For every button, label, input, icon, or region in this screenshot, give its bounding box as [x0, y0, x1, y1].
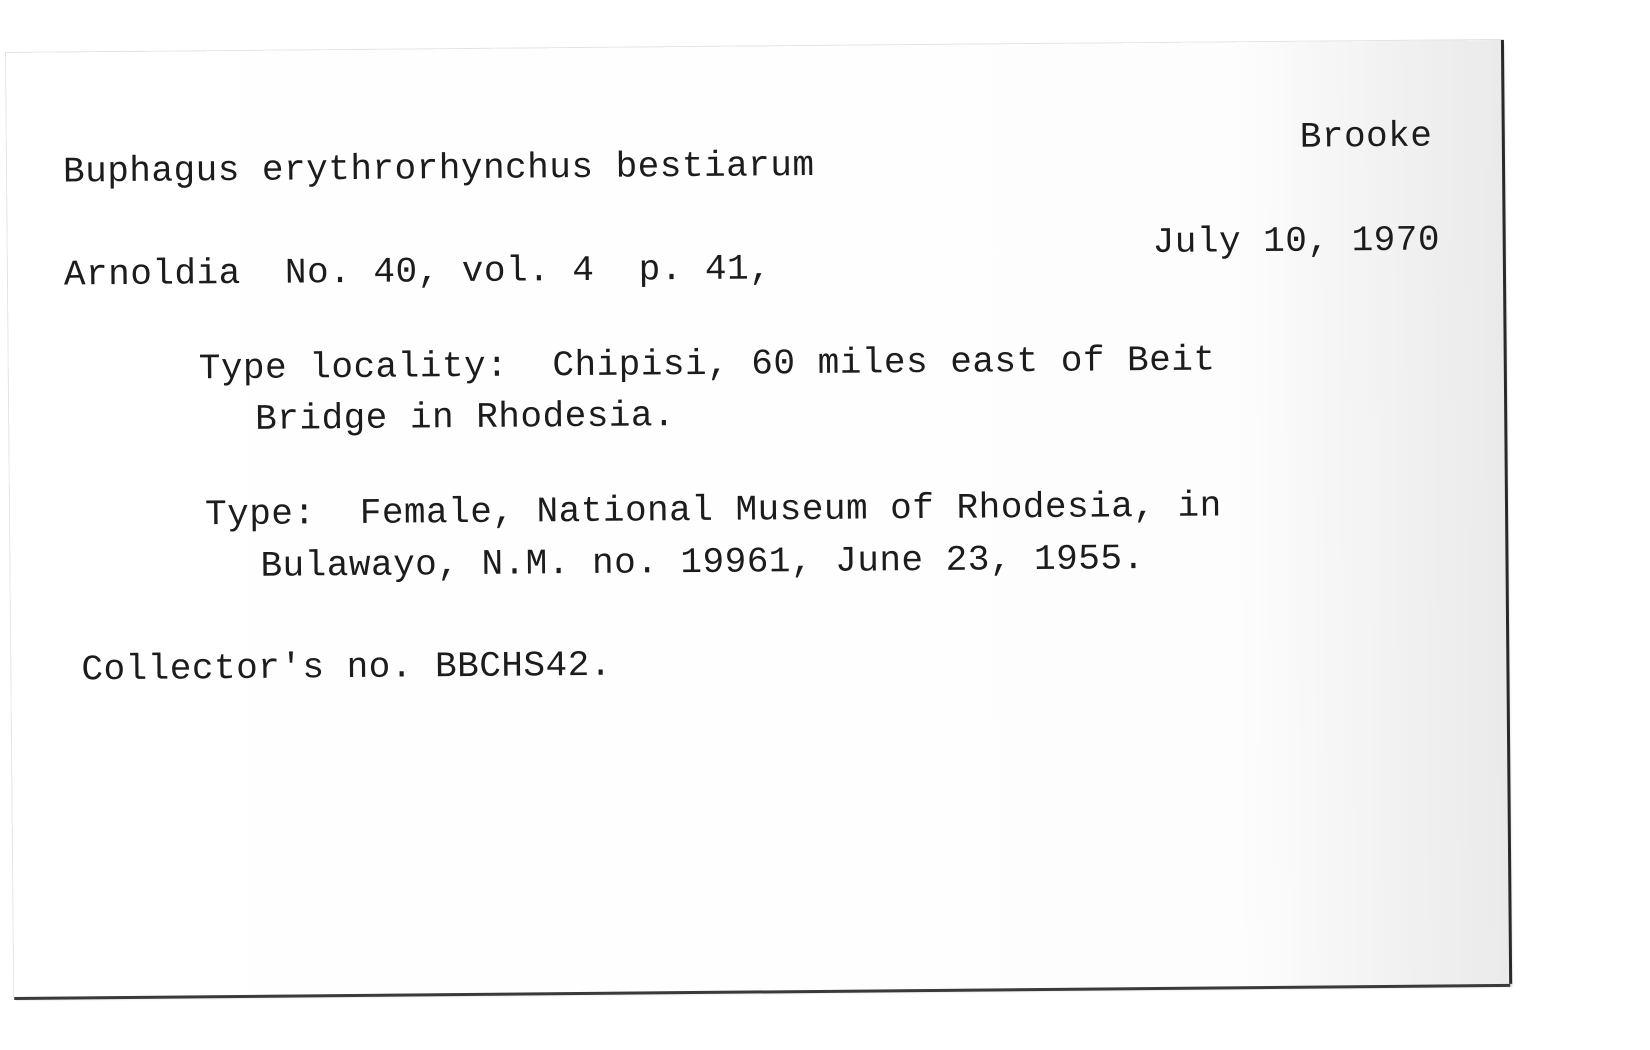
collector-number: Collector's no. BBCHS42.	[81, 644, 613, 691]
species-name: Buphagus erythrorhynchus bestiarum	[62, 144, 815, 193]
publication-date: July 10, 1970	[1152, 219, 1441, 263]
publication-reference: Arnoldia No. 40, vol. 4 p. 41,	[63, 248, 772, 296]
card-bottom-edge	[14, 984, 1510, 1000]
type-locality-line-2: Bridge in Rhodesia.	[255, 395, 676, 440]
type-specimen-line-2: Bulawayo, N.M. no. 19961, June 23, 1955.	[260, 538, 1145, 587]
index-card	[6, 40, 1510, 997]
author-name: Brooke	[1299, 115, 1433, 158]
type-locality-line-1: Type locality: Chipisi, 60 miles east of Beit	[198, 339, 1216, 390]
type-specimen-line-1: Type: Female, National Museum of Rhodesia, in	[204, 485, 1222, 536]
